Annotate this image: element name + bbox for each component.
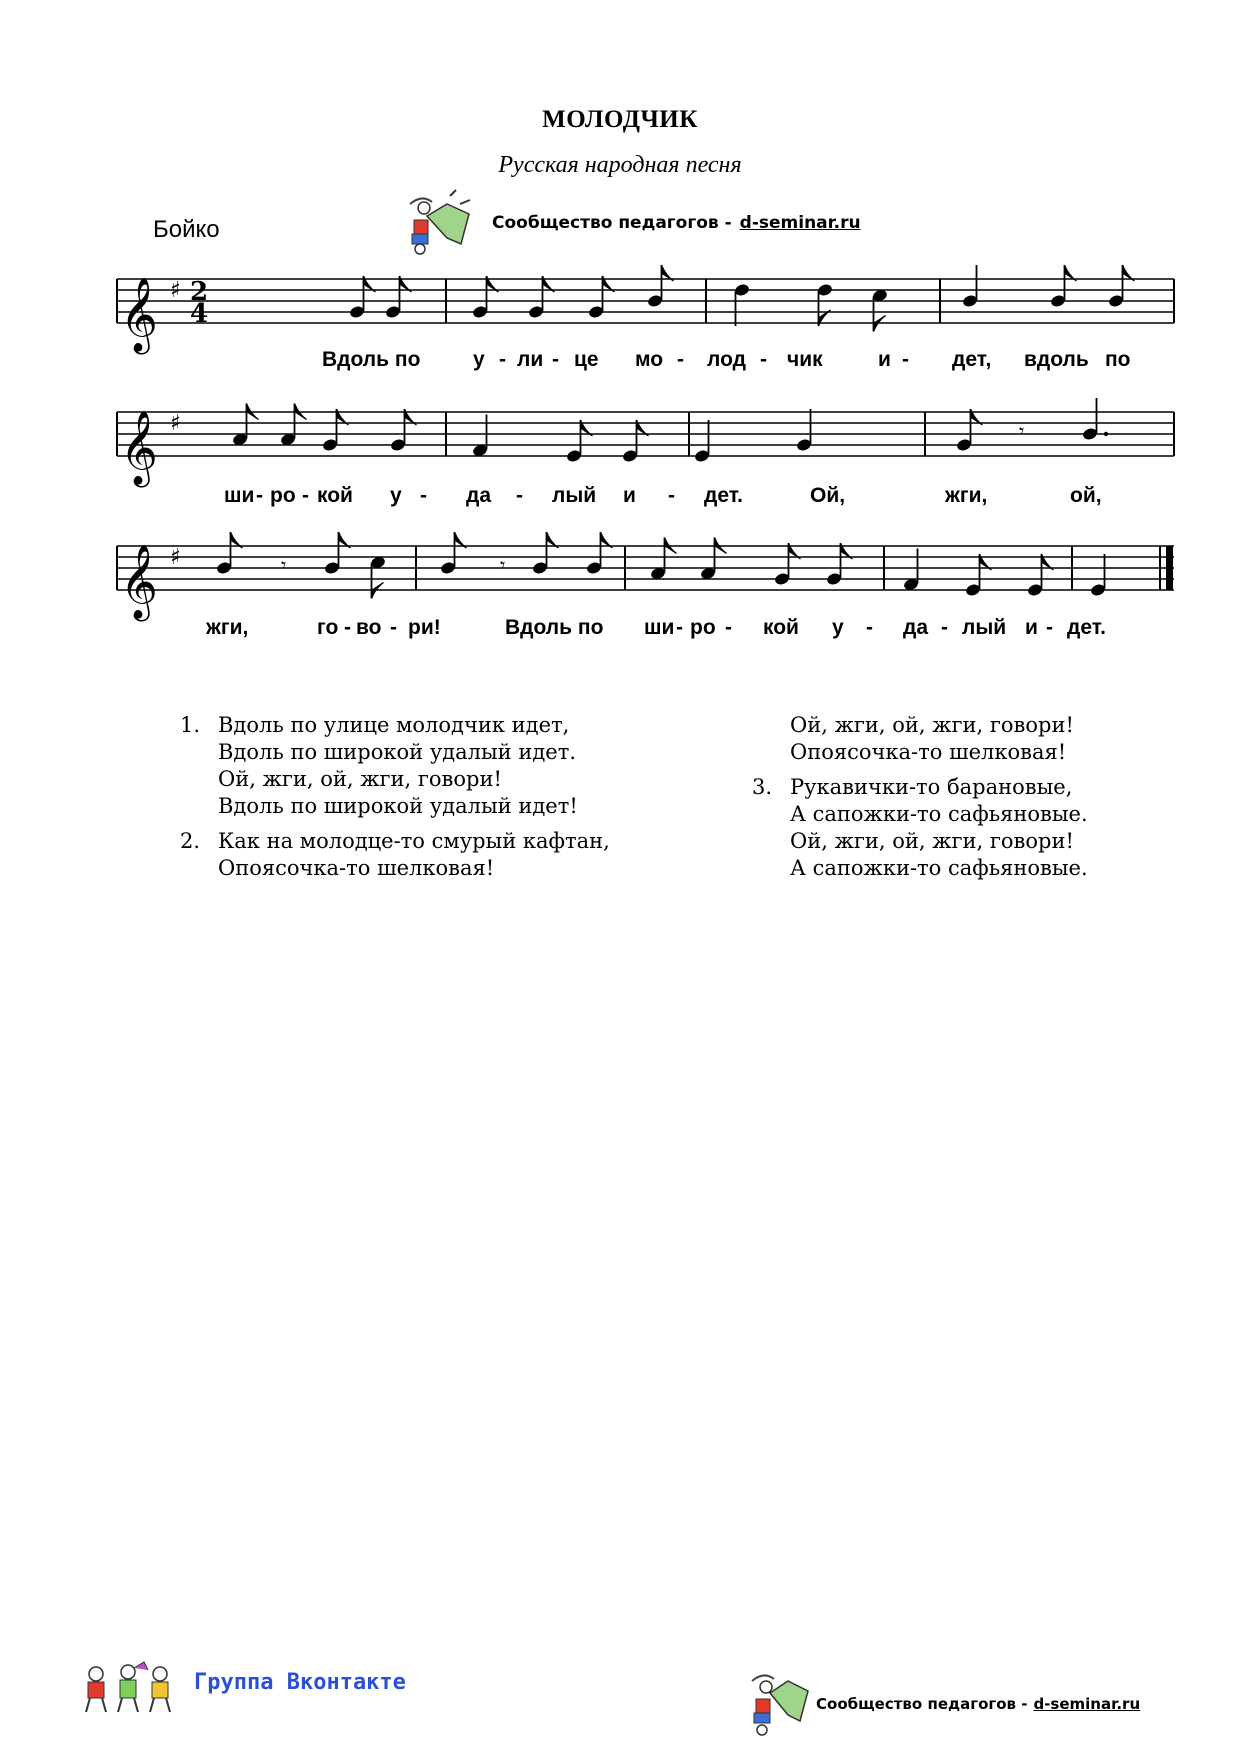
quarter-note — [1082, 398, 1109, 441]
lyric-syllable: жги, — [206, 616, 249, 639]
lyric-syllable: ро — [270, 484, 296, 507]
verse-line: Вдоль по широкой удалый идет. — [218, 740, 576, 764]
treble-clef-2: 𝄞 — [120, 411, 158, 485]
lyric-syllable: Вдоль по — [322, 348, 421, 371]
header-community-label: Сообщество педагогов - — [492, 213, 732, 233]
verse-line: Вдоль по широкой удалый идет! — [218, 794, 578, 818]
lyric-hyphen: - — [302, 484, 309, 507]
music-score — [0, 0, 1240, 680]
eighth-note — [872, 288, 889, 331]
lyric-hyphen: - — [420, 484, 427, 507]
eighth-rest: 𝄾 — [1019, 419, 1025, 443]
footer-community — [746, 1665, 1186, 1745]
lyric-syllable: ой, — [1070, 484, 1102, 507]
lyric-syllable: жги, — [945, 484, 988, 507]
lyric-hyphen: - — [677, 348, 684, 371]
lyric-syllable: дет. — [704, 484, 744, 507]
key-sharp-1: ♯ — [170, 278, 181, 303]
lyric-syllable: кой — [317, 484, 353, 507]
lyric-syllable: и — [878, 348, 891, 371]
verse-number: 2. — [180, 829, 201, 853]
notes-staff-2 — [232, 398, 1109, 463]
verse-3 — [752, 774, 1088, 882]
lyric-syllable: ри! — [408, 616, 441, 639]
header-community-link[interactable]: d-seminar.ru — [739, 213, 861, 233]
verses-column-left — [180, 712, 610, 890]
eighth-rest: 𝄾 — [500, 553, 506, 577]
lyric-syllable: ши — [644, 616, 675, 639]
lyric-hyphen: - — [941, 616, 948, 639]
staff-lines-1 — [117, 279, 1174, 323]
teachers-community-icon — [746, 1665, 816, 1745]
lyric-hyphen: - — [866, 616, 873, 639]
lyric-hyphen: - — [760, 348, 767, 371]
verse-line: Опоясочка-то шелковая! — [790, 740, 1067, 764]
quarter-note — [962, 265, 979, 308]
lyric-syllable: да — [466, 484, 492, 507]
lyric-hyphen: - — [344, 616, 351, 639]
footer-community-link[interactable]: d-seminar.ru — [1033, 1695, 1141, 1713]
verse-line: А сапожки-то сафьяновые. — [790, 802, 1088, 826]
tempo-marking: Бойко — [153, 216, 220, 243]
key-sharp-3: ♯ — [170, 545, 181, 570]
verse-1 — [180, 712, 610, 820]
verse-line: Ой, жги, ой, жги, говори! — [790, 829, 1074, 853]
footer-vk[interactable] — [78, 1660, 438, 1720]
lyric-hyphen: - — [516, 484, 523, 507]
key-sharp-2: ♯ — [170, 411, 181, 436]
lyric-syllable: лый — [962, 616, 1007, 639]
lyric-syllable: Ой, — [810, 484, 846, 507]
lyric-syllable: и — [1025, 616, 1038, 639]
lyric-syllable: ро — [690, 616, 716, 639]
eighth-note — [370, 555, 387, 598]
lyric-syllable: дет. — [1067, 616, 1107, 639]
verse-number: 1. — [180, 713, 201, 737]
song-subtitle: Русская народная песня — [498, 152, 742, 178]
quarter-note — [796, 409, 813, 452]
footer-community-label: Сообщество педагогов - — [816, 1695, 1028, 1713]
lyric-hyphen: - — [725, 616, 732, 639]
verse-line: Вдоль по улице молодчик идет, — [218, 713, 570, 737]
eighth-note — [650, 538, 677, 581]
eighth-note — [700, 538, 727, 581]
quarter-note — [472, 415, 489, 458]
song-title: МОЛОДЧИК — [542, 106, 698, 133]
lyric-syllable: Вдоль по — [505, 616, 604, 639]
treble-clef-3: 𝄞 — [120, 545, 158, 619]
lyric-syllable: по — [1105, 348, 1131, 371]
lyric-syllable: да — [903, 616, 929, 639]
lyric-syllable: це — [574, 348, 599, 371]
quarter-note — [1090, 554, 1107, 597]
eighth-note — [232, 404, 259, 447]
lyric-hyphen: - — [499, 348, 506, 371]
verses-column-right — [752, 712, 1088, 890]
eighth-note — [280, 404, 307, 447]
eighth-rest: 𝄾 — [281, 553, 287, 577]
footer-community-text — [816, 1695, 1140, 1713]
lyric-syllable: вдоль — [1024, 348, 1089, 371]
eighth-note — [817, 283, 834, 326]
lyric-syllable: го — [317, 616, 339, 639]
lyric-syllable: лод — [707, 348, 746, 371]
lyric-syllable: кой — [763, 616, 799, 639]
lyric-syllable: во — [356, 616, 382, 639]
lyric-hyphen: - — [668, 484, 675, 507]
lyric-syllable: ши — [224, 484, 255, 507]
lyric-syllable: ли — [517, 348, 544, 371]
verse-number: 3. — [752, 775, 773, 799]
kids-group-icon — [78, 1660, 188, 1720]
verse-line: Ой, жги, ой, жги, говори! — [218, 767, 502, 791]
verse-2-continued — [752, 712, 1088, 766]
staff-lines-3 — [117, 546, 1174, 590]
verse-line: Опоясочка-то шелковая! — [218, 856, 495, 880]
lyric-syllable: дет, — [952, 348, 992, 371]
notes-staff-1 — [349, 265, 1135, 332]
verse-line: Рукавички-то барановые, — [790, 775, 1073, 799]
lyric-hyphen: - — [552, 348, 559, 371]
time-sig-bottom: 4 — [190, 299, 209, 329]
lyric-syllable: у — [832, 616, 844, 639]
lyric-syllable: мо — [635, 348, 664, 371]
notes-staff-3 — [216, 532, 1107, 599]
verse-line: Ой, жги, ой, жги, говори! — [790, 713, 1074, 737]
lyric-syllable: и — [623, 484, 636, 507]
quarter-note — [734, 283, 751, 326]
treble-clef-1: 𝄞 — [120, 278, 158, 352]
time-sig-top: 2 — [190, 277, 209, 307]
final-barline — [1166, 546, 1173, 590]
lyric-syllable: чик — [787, 348, 823, 371]
lyric-hyphen: - — [256, 484, 263, 507]
verse-2 — [180, 828, 610, 882]
lyric-hyphen: - — [390, 616, 397, 639]
vk-group-link[interactable]: Группа Вконтакте — [194, 1670, 406, 1695]
lyric-hyphen: - — [902, 348, 909, 371]
lyric-hyphen: - — [1046, 616, 1053, 639]
lyric-hyphen: - — [676, 616, 683, 639]
lyric-syllable: у — [473, 348, 485, 371]
verse-line: Как на молодце-то смурый кафтан, — [218, 829, 610, 853]
verse-line: А сапожки-то сафьяновые. — [790, 856, 1088, 880]
quarter-note — [903, 549, 920, 592]
lyric-syllable: лый — [552, 484, 597, 507]
lyric-syllable: у — [390, 484, 402, 507]
quarter-note — [694, 420, 711, 463]
